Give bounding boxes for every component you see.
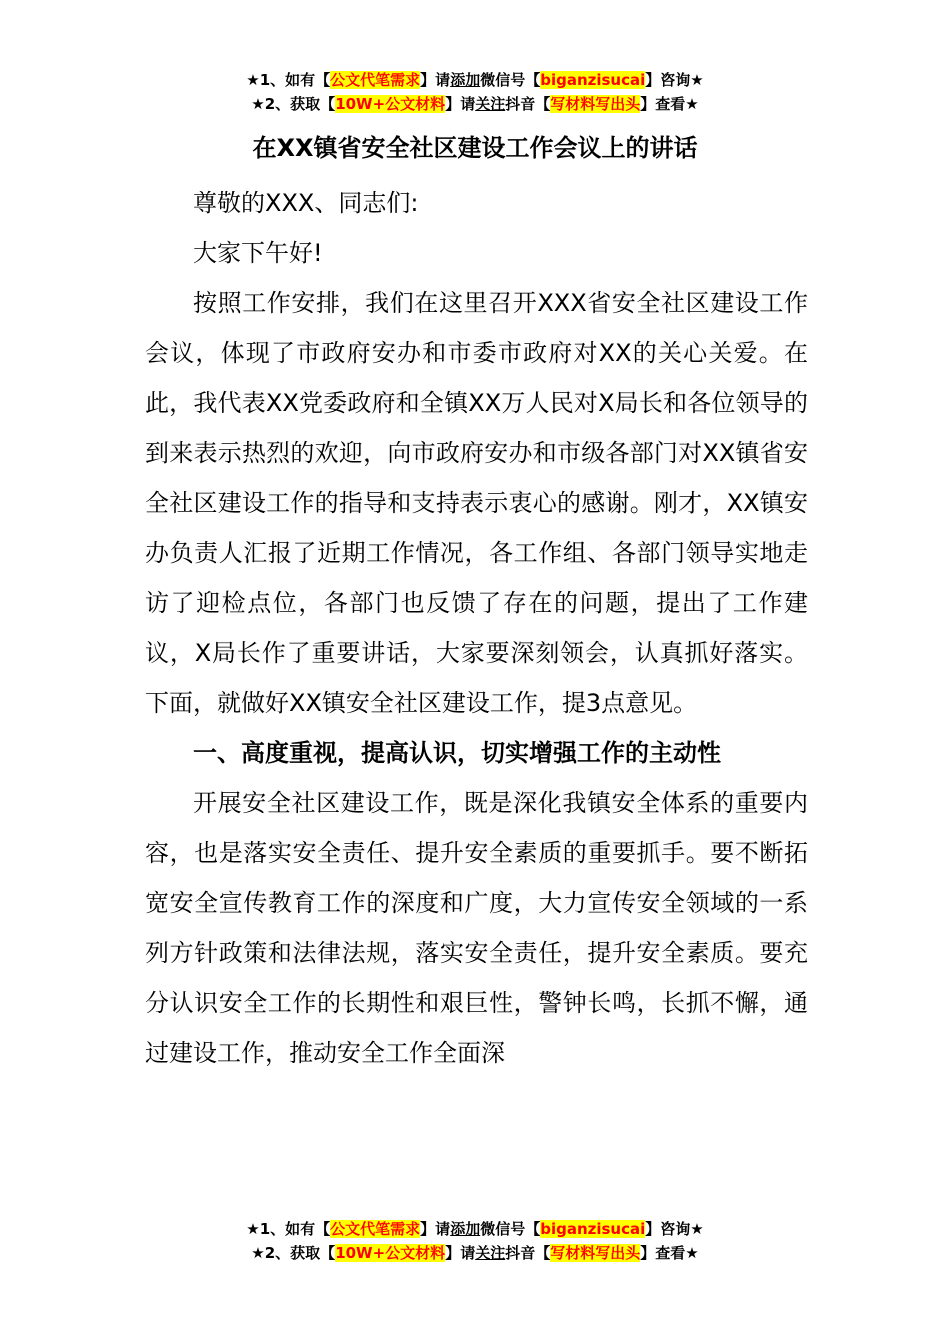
banner-highlight-douyin-id: 写材料写出头	[550, 1244, 641, 1262]
banner-text: 】查看★	[640, 1244, 699, 1262]
banner-underlined-text: 关注	[475, 1244, 506, 1262]
top-banner-line-2	[0, 92, 950, 116]
banner-text: 抖音【	[505, 95, 551, 113]
document-body	[145, 178, 808, 1078]
banner-text: 微信号【	[480, 1220, 541, 1238]
paragraph: 开展安全社区建设工作，既是深化我镇安全体系的重要内容，也是落实安全责任、提升安全素质的重要抓手。要不断拓宽安全宣传教育工作的深度和广度，大力宣传安全领域的一系列方针政策和法律法规，落实安全责任，提升安全素质。要充分认识安全工作的长期性和艰巨性，警钟长鸣，长抓不懈，通过建设工作，推动安全工作全面深	[145, 789, 808, 1067]
banner-text: ★2、获取【	[251, 95, 336, 113]
banner-text: ★1、如有【	[246, 1220, 331, 1238]
banner-highlight-wechat-id: biganzisucai	[540, 71, 646, 89]
banner-highlight: 公文代笔需求	[330, 1220, 421, 1238]
banner-highlight-douyin-id: 写材料写出头	[550, 95, 641, 113]
banner-text: 】查看★	[640, 95, 699, 113]
banner-text: 抖音【	[505, 1244, 551, 1262]
document-title: 在XX镇省安全社区建设工作会议上的讲话	[252, 134, 698, 162]
bottom-banner-line-2	[0, 1241, 950, 1265]
banner-text: 】请	[420, 1220, 451, 1238]
greeting: 大家下午好!	[193, 239, 323, 267]
bottom-banner	[0, 1217, 950, 1265]
salutation: 尊敬的XXX、同志们:	[193, 189, 419, 217]
banner-text: 】咨询★	[645, 71, 704, 89]
banner-underlined-text: 添加	[450, 71, 481, 89]
banner-highlight: 10W+公文材料	[335, 1244, 446, 1262]
banner-text: 微信号【	[480, 71, 541, 89]
banner-highlight: 公文代笔需求	[330, 71, 421, 89]
banner-text: 】咨询★	[645, 1220, 704, 1238]
banner-text: 】请	[445, 95, 476, 113]
banner-highlight: 10W+公文材料	[335, 95, 446, 113]
top-banner	[0, 68, 950, 116]
bottom-banner-line-1	[0, 1217, 950, 1241]
banner-text: ★2、获取【	[251, 1244, 336, 1262]
top-banner-line-1	[0, 68, 950, 92]
paragraph: 按照工作安排，我们在这里召开XXX省安全社区建设工作会议，体现了市政府安办和市委市政府对XX的关心关爱。在此，我代表XX党委政府和全镇XX万人民对X局长和各位领导的到来表示热烈的欢迎，向市政府安办和市级各部门对XX镇省安全社区建设工作的指导和支持表示衷心的感谢。刚才，XX镇安办负责人汇报了近期工作情况，各工作组、各部门领导实地走访了迎检点位，各部门也反馈了存在的问题，提出了工作建议，X局长作了重要讲话，大家要深刻领会，认真抓好落实。下面，就做好XX镇安全社区建设工作，提3点意见。	[145, 289, 808, 717]
banner-highlight-wechat-id: biganzisucai	[540, 1220, 646, 1238]
banner-text: 】请	[420, 71, 451, 89]
banner-text: 】请	[445, 1244, 476, 1262]
section-heading: 一、高度重视，提高认识，切实增强工作的主动性	[193, 739, 721, 767]
banner-underlined-text: 关注	[475, 95, 506, 113]
banner-text: ★1、如有【	[246, 71, 331, 89]
banner-underlined-text: 添加	[450, 1220, 481, 1238]
